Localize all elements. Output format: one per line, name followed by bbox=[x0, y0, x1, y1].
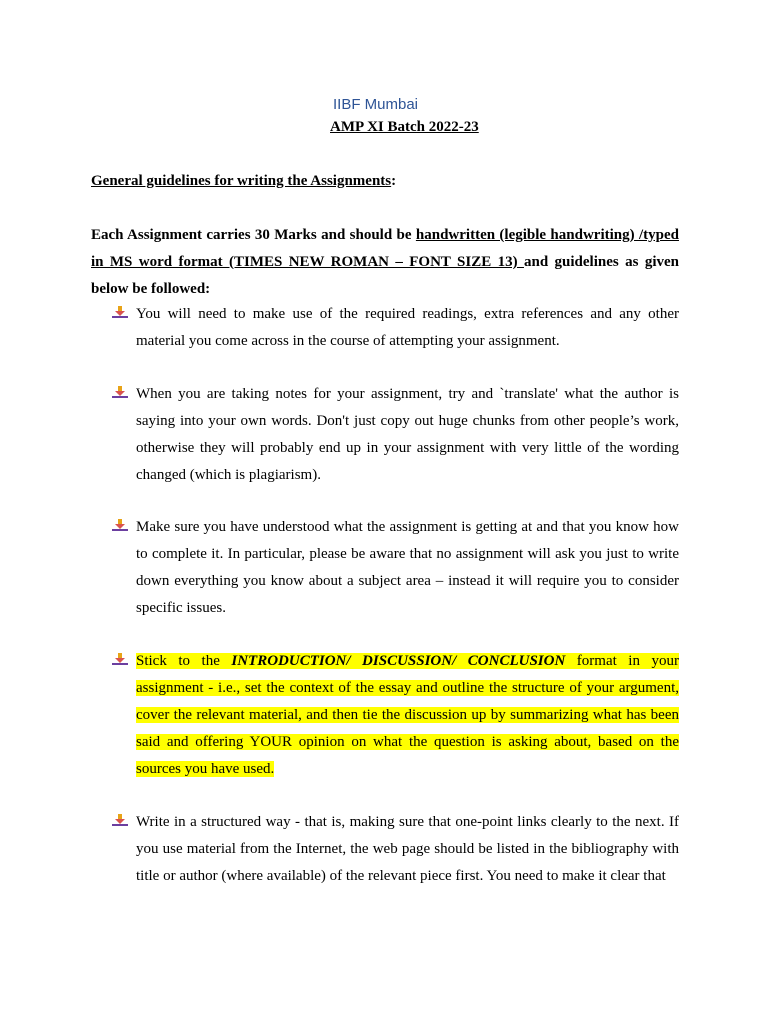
arrow-down-bullet-icon bbox=[111, 652, 129, 668]
list-item bbox=[111, 301, 679, 355]
list-item bbox=[111, 514, 679, 622]
text-before: Stick to the bbox=[136, 653, 232, 669]
intro-part1: Each Assignment carries 30 Marks and should be bbox=[91, 227, 416, 243]
guidelines-heading-text: General guidelines for writing the Assignments bbox=[91, 173, 392, 189]
arrow-down-bullet-icon bbox=[111, 813, 129, 829]
batch-title: AMP XI Batch 2022-23 bbox=[330, 119, 479, 135]
list-item-text: When you are taking notes for your assignment, try and `translate' what the author is saying into your own words. Don't just copy out huge chunks from other people’s work, otherwise they will probably end up in your assignment with very little of the wording changed (which is plagiarism). bbox=[136, 386, 679, 483]
intro-part2: and guidelines as given below be followed: bbox=[91, 254, 679, 297]
intro-paragraph bbox=[91, 222, 679, 303]
list-item-text bbox=[136, 648, 679, 783]
guidelines-heading bbox=[91, 173, 396, 190]
arrow-down-bullet-icon bbox=[111, 305, 129, 321]
list-item bbox=[111, 381, 679, 489]
institute-title: IIBF Mumbai bbox=[333, 96, 419, 113]
list-item bbox=[111, 809, 679, 890]
arrow-down-bullet-icon bbox=[111, 518, 129, 534]
text-after: format in your assignment - i.e., set the context of the essay and outline the structure of your argument, cover the relevant material, and then tie the discussion up by summarizing what has been said and offering YOUR opinion on what the question is asking about, based on the sources you have used. bbox=[136, 653, 679, 777]
highlighted-text bbox=[136, 653, 679, 777]
list-item-text: Write in a structured way - that is, making sure that one-point links clearly to the next. If you use material from the Internet, the web page should be listed in the bibliography with title or author (where available) of the relevant piece first. You need to make it clear that bbox=[136, 814, 679, 884]
guidelines-heading-colon: : bbox=[391, 173, 397, 189]
intro-underlined: handwritten (legible handwriting) /typed in MS word format (TIMES NEW ROMAN – FONT SIZE 13) bbox=[91, 227, 679, 270]
list-item-text: Make sure you have understood what the assignment is getting at and that you know how to complete it. In particular, please be aware that no assignment will ask you just to write down everything you know about a subject area – instead it will require you to consider specific issues. bbox=[136, 519, 679, 616]
format-emphasis: INTRODUCTION/ DISCUSSION/ CONCLUSION bbox=[231, 653, 566, 669]
list-item-highlighted bbox=[111, 648, 679, 783]
arrow-down-bullet-icon bbox=[111, 385, 129, 401]
list-item-text: You will need to make use of the required readings, extra references and any other material you come across in the course of attempting your assignment. bbox=[136, 306, 679, 349]
